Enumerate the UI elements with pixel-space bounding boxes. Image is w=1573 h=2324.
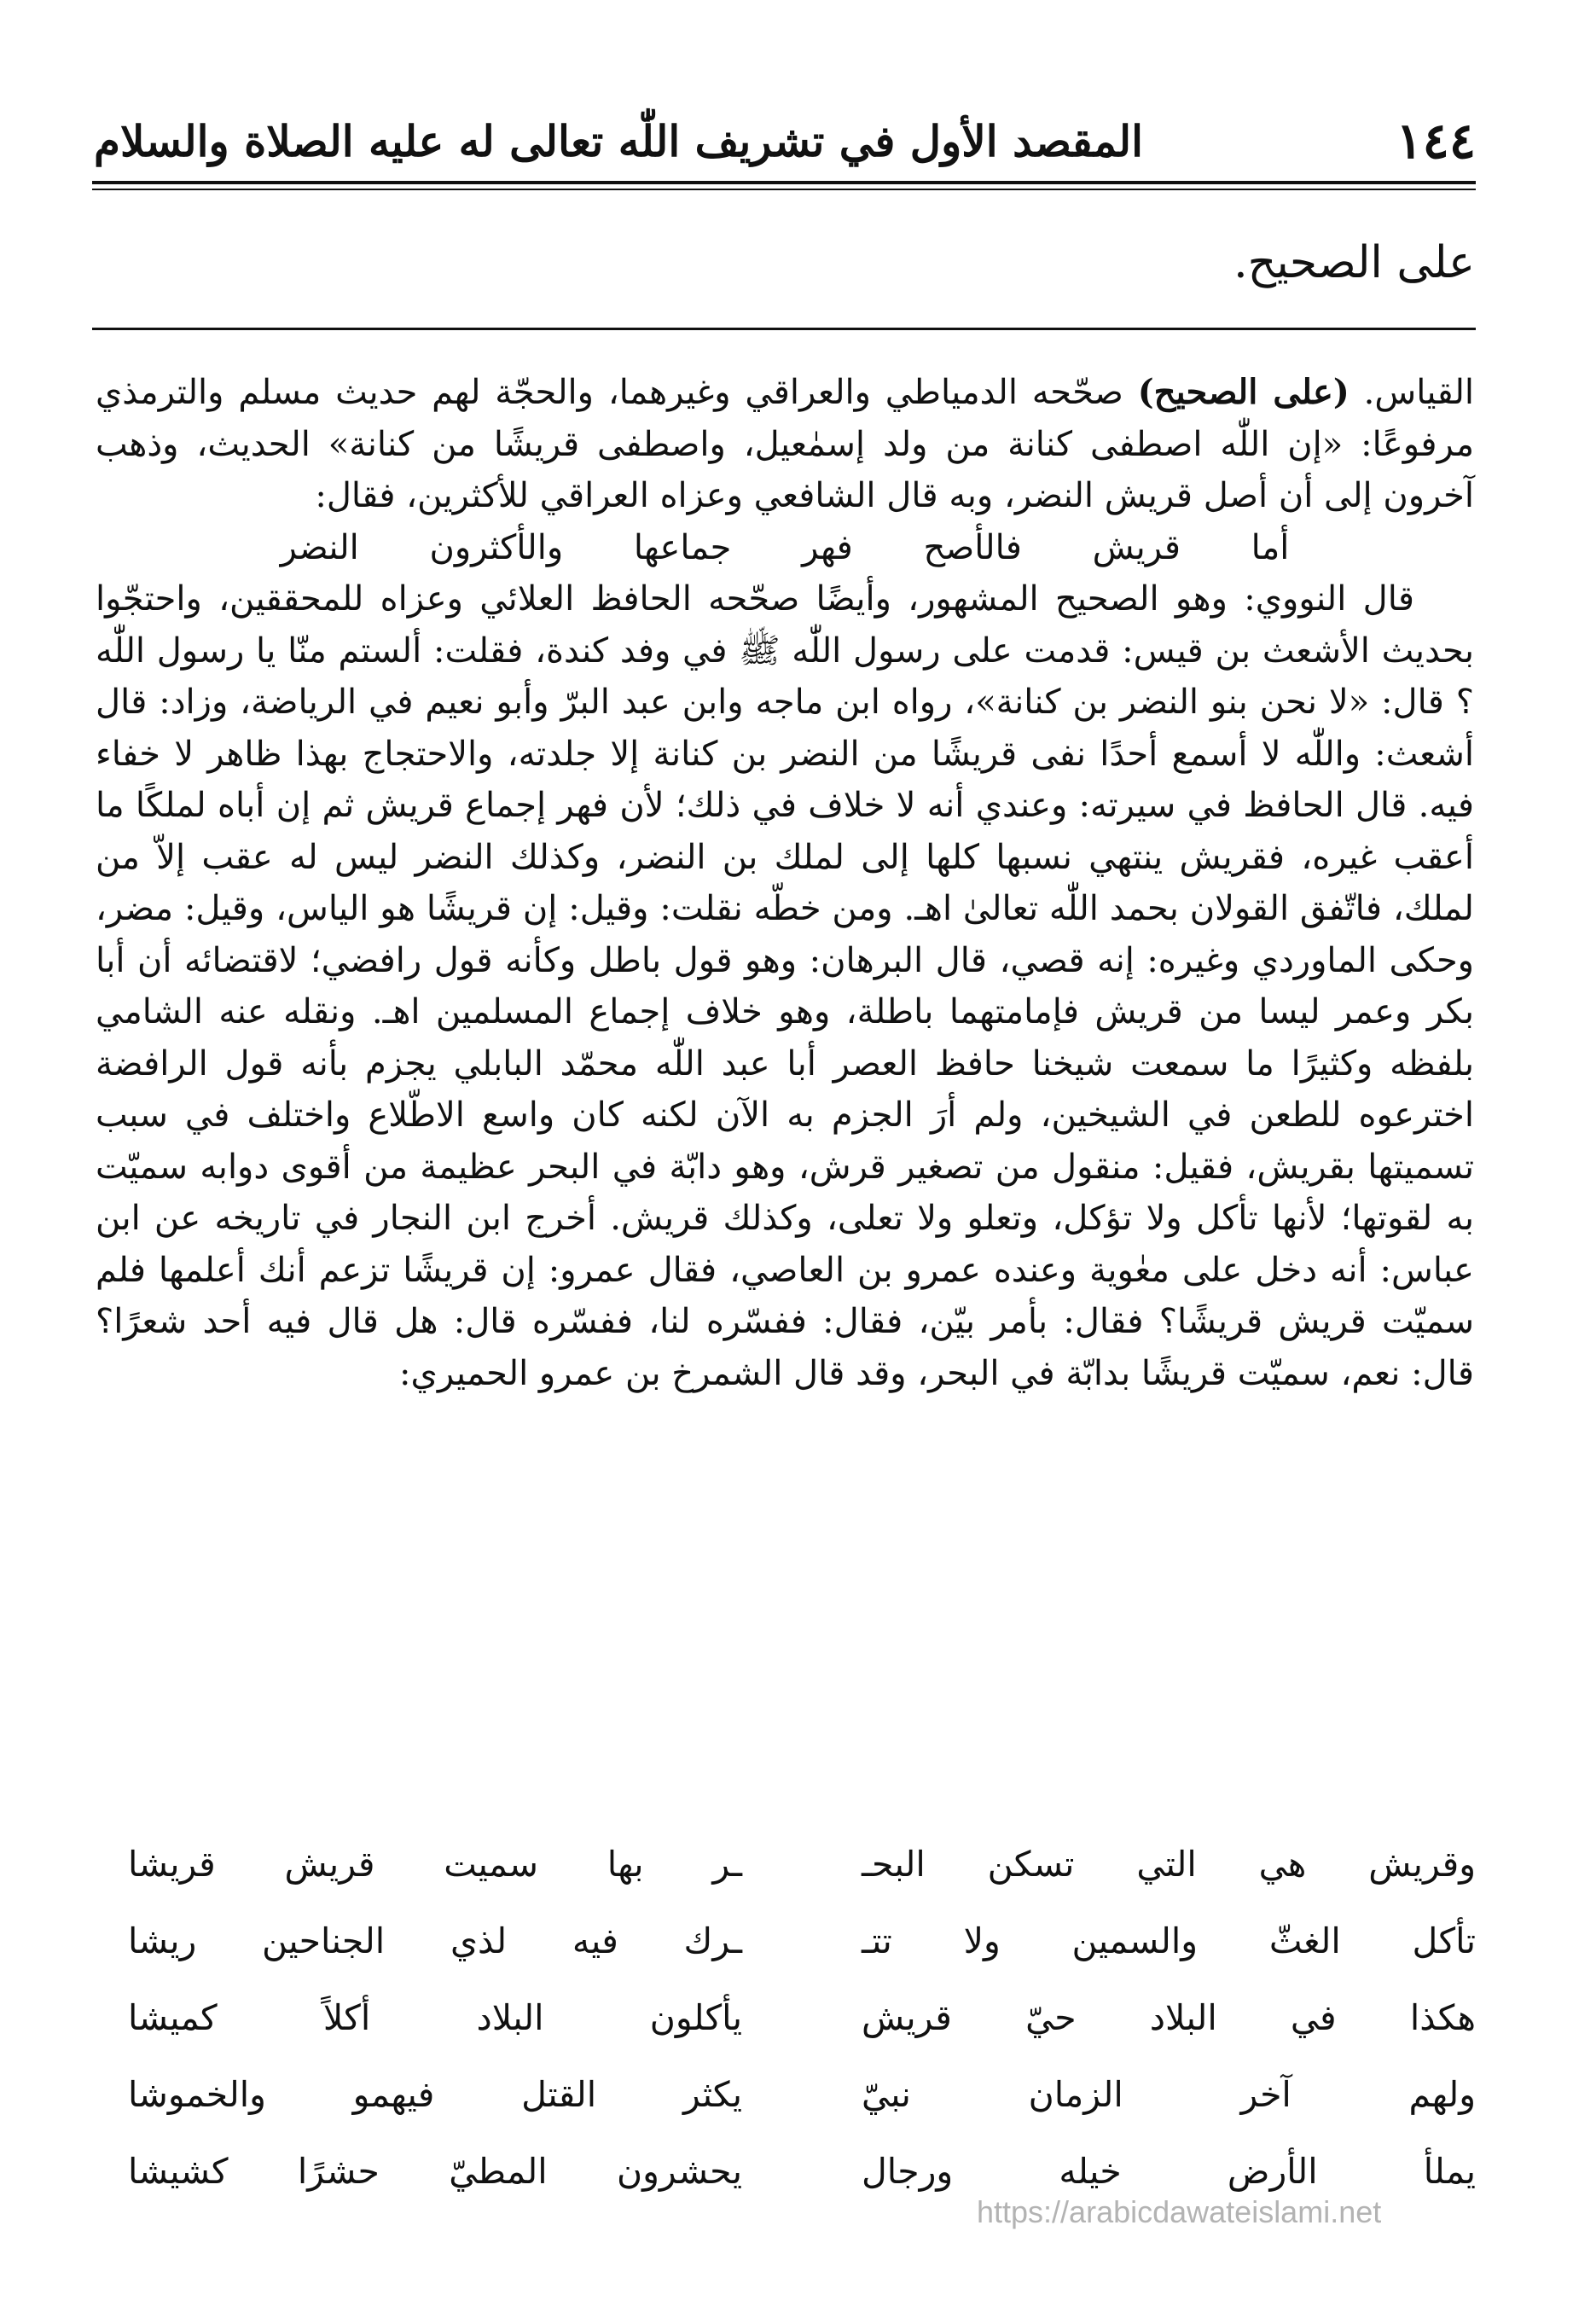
commentary-paragraph-1 (96, 367, 1474, 522)
commentary (96, 367, 1474, 1399)
poem (128, 1826, 1476, 2210)
header-rule-thick (92, 181, 1476, 184)
poem-verse (128, 2056, 1476, 2133)
page-header (94, 107, 1476, 175)
poem-second-hemistich: يأكلون البلاد أكلاً كميشا (128, 1997, 742, 2038)
poem-first-hemistich: تأكل الغثّ والسمين ولا تتـ (862, 1920, 1476, 1961)
poem-verse (128, 1979, 1476, 2056)
poem-first-hemistich: وقريش هي التي تسكن البحـ (862, 1844, 1476, 1885)
commentary-paragraph-2: قال النووي: وهو الصحيح المشهور، وأيضًا صحّحه الحافظ العلائي وعزاه للمحققين، واحتجّوا بحديث الأشعث بن قيس: قدمت على رسول اللّٰه ﷺ في وفد كندة، فقلت: ألستم منّا يا رسول اللّٰه ؟ قال: «لا نحن بنو النضر بن كنانة»، رواه ابن ماجه وابن عبد البرّ وأبو نعيم في الرياضة، وزاد: قال أشعث: واللّٰه لا أسمع أحدًا نفى قريشًا من النضر بن كنانة إلا جلدته، والاحتجاج بهذا ظاهر لا خفاء فيه. قال الحافظ في سيرته: وعندي أنه لا خلاف في ذلك؛ لأن فهر إجماع قريش ثم إن أباه لملكًا ما أعقب غيره، فقريش ينتهي نسبها كلها إلى لملك بن النضر، وكذلك النضر ليس له عقب إلاّ من لملك، فاتّفق القولان بحمد اللّٰه تعالىٰ اهـ. ومن خطّه نقلت: وقيل: إن قريشًا هو الياس، وقيل: مضر، وحكى الماوردي وغيره: إنه قصي، قال البرهان: وهو قول باطل وكأنه قول رافضي؛ لاقتضائه أن أبا بكر وعمر ليسا من قريش فإمامتهما باطلة، وهو خلاف إجماع المسلمين اهـ. ونقله عنه الشامي بلفظه وكثيرًا ما سمعت شيخنا حافظ العصر أبا عبد اللّٰه محمّد البابلي يجزم بأنه قول الرافضة اخترعوه للطعن في الشيخين، ولم أرَ الجزم به الآن لكنه كان واسع الاطّلاع واختلف في سبب تسميتها بقريش، فقيل: منقول من تصغير قرش، وهو دابّة في البحر عظيمة من أقوى دوابه سميّت به لقوتها؛ لأنها تأكل ولا تؤكل، وتعلو ولا تعلى، وكذلك قريش. أخرج ابن النجار في تاريخه عن ابن عباس: أنه دخل على معٰوية وعنده عمرو بن العاصي، فقال عمرو: إن قريشًا تزعم أنك أعلمها فلم سميّت قريش قريشًا؟ فقال: بأمر بيّن، فقال: ففسّره لنا، ففسّره قال: هل قال فيه أحد شعرًا؟ قال: نعم، سميّت قريشًا بدابّة في البحر، وقد قال الشمرخ بن عمرو الحميري: (96, 579, 1475, 1393)
verse-line: أما قريش فالأصح فهر جماعها والأكثرون النضر (280, 527, 1290, 567)
poem-first-hemistich: هكذا في البلاد حيّ قريش (862, 1997, 1476, 2038)
poem-second-hemistich: ـرك فيه لذي الجناحين ريشا (128, 1920, 742, 1961)
text-separator-rule (92, 328, 1476, 330)
commentary-lead: القياس. (1349, 373, 1474, 412)
poem-second-hemistich: يكثر القتل فيهمو والخموشا (128, 2074, 742, 2115)
poem-second-hemistich: يحشرون المطيّ حشرًا كشيشا (128, 2151, 742, 2192)
poem-first-hemistich: يملأ الأرض خيله ورجال (862, 2151, 1476, 2192)
poem-second-hemistich: ـر بها سميت قريش قريشا (128, 1844, 742, 1885)
poem-first-hemistich: ولهم آخر الزمان نبيّ (862, 2074, 1476, 2115)
main-text: على الصحيح. (1233, 237, 1475, 288)
watermark-url: https://arabicdawateislami.net (977, 2194, 1382, 2229)
poem-verse (128, 1826, 1476, 1903)
commentary-paragraph-1-text: صحّحه الدمياطي والعراقي وغيرهما، والحجّة لهم حديث مسلم والترمذي مرفوعًا: «إن اللّٰه اصطفى كنانة من ولد إسمٰعيل، واصطفى قريشًا من كنانة» الحديث، وذهب آخرون إلى أن أصل قريش النضر، وبه قال الشافعي وعزاه العراقي للأكثرين، فقال: (96, 373, 1474, 515)
poem-verse (128, 1903, 1476, 1979)
header-rule-thin (92, 189, 1476, 190)
lemma-bold: (على الصحيح) (1137, 372, 1350, 412)
page-number: ١٤٤ (1396, 112, 1476, 170)
running-title: المقصد الأول في تشريف اللّٰه تعالى له عليه الصلاة والسلام (94, 115, 1144, 166)
